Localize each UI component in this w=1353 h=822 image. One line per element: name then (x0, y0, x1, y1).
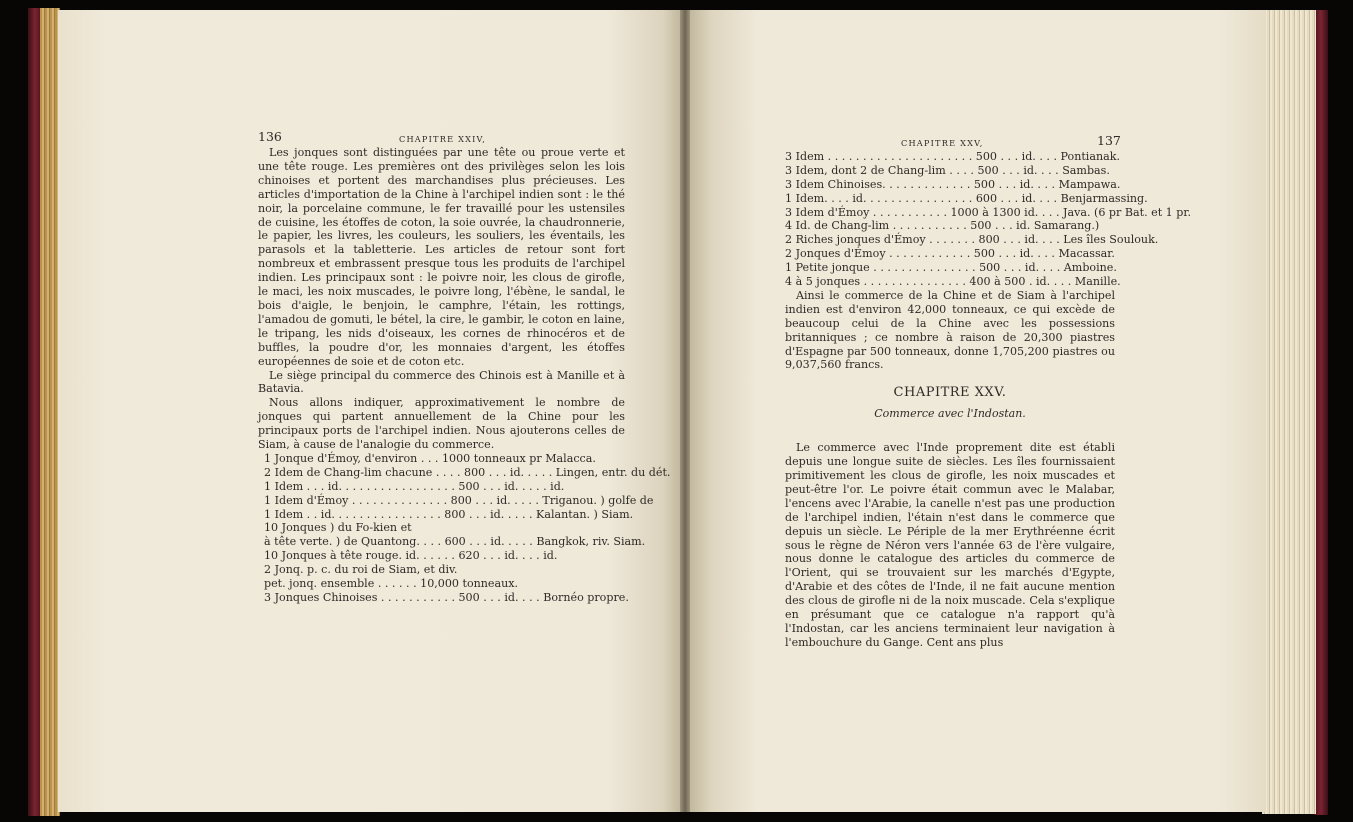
table-row: 2 Idem de Chang-lim chacune . . . . 800 . . . id. . . . . Lingen, entr. du dét. (264, 465, 671, 479)
page-edges-right (1262, 10, 1316, 814)
table-row: 4 Id. de Chang-lim . . . . . . . . . . . 500 . . . id. Samarang.) (785, 219, 1100, 233)
chapter-subtitle: Commerce avec l'Indostan. (874, 407, 1026, 421)
paragraph: Nous allons indiquer, approximativement le nombre de jonques qui partent annuellement de la Chine pour les principaux ports de l'archipel indien. Nous ajouterons celles de Siam, à cause de l'analogie du commerce. (258, 396, 625, 452)
right-page-text (785, 133, 1191, 650)
table-row: 2 Jonques d'Émoy . . . . . . . . . . . . 500 . . . id. . . . Macassar. (785, 247, 1115, 261)
paragraph: Ainsi le commerce de la Chine et de Siam à l'archipel indien est d'environ 42,000 tonneaux, ce qui excède de beaucoup celui de la Chine avec les possessions britanniques ; ce nombre à raison de 20,300 piastres d'Espagne par 500 tonneaux, donne 1,705,200 piastres ou 9,037,560 francs. (785, 288, 1115, 372)
running-head: CHAPITRE XXIV, (399, 134, 487, 144)
book-gutter (680, 10, 690, 812)
left-page-header (258, 129, 625, 146)
table-row: à tête verte. ) de Quantong. . . . 600 . . . id. . . . . Bangkok, riv. Siam. (264, 535, 646, 549)
page-number: 137 (1097, 133, 1121, 148)
book-cover-right (1314, 10, 1328, 815)
table-row: 3 Jonques Chinoises . . . . . . . . . . . 500 . . . id. . . . Bornéo propre. (264, 590, 629, 604)
table-row: 1 Idem . . id. . . . . . . . . . . . . . . . 800 . . . id. . . . . Kalantan. ) Siam. (264, 507, 634, 521)
table-row: 1 Idem d'Émoy . . . . . . . . . . . . . . 800 . . . id. . . . . Triganou. ) golfe de (264, 493, 654, 507)
table-row: 2 Riches jonques d'Émoy . . . . . . . 800 . . . id. . . . Les îles Soulouk. (785, 233, 1159, 247)
table-row: 2 Jonq. p. c. du roi de Siam, et div. (264, 563, 458, 577)
page-edges-left (40, 8, 60, 816)
table-row: 10 Jonques ) du Fo-kien et (264, 521, 412, 535)
junk-tonnage-table (258, 451, 671, 605)
table-row: 4 à 5 jonques . . . . . . . . . . . . . . . 400 à 500 . id. . . . Manille. (785, 275, 1121, 289)
table-row: 1 Petite jonque . . . . . . . . . . . . . . . 500 . . . id. . . . Amboine. (785, 261, 1117, 275)
running-head: CHAPITRE XXV, (901, 138, 984, 148)
paragraph: Le siège principal du commerce des Chinois est à Manille et à Batavia. (258, 368, 625, 396)
left-page-text (258, 129, 671, 605)
page-number: 136 (258, 129, 282, 144)
table-row: pet. jonq. ensemble . . . . . . 10,000 tonneaux. (264, 576, 519, 590)
table-row: 1 Idem . . . id. . . . . . . . . . . . . . . . . 500 . . . id. . . . . id. (264, 479, 565, 493)
right-page-header (785, 133, 1121, 150)
table-row: 1 Jonque d'Émoy, d'environ . . . 1000 tonneaux pr Malacca. (264, 451, 596, 465)
table-row: 10 Jonques à tête rouge. id. . . . . . 620 . . . id. . . . id. (264, 549, 558, 563)
table-row: 3 Idem d'Émoy . . . . . . . . . . . 1000 à 1300 id. . . . Java. (6 pr Bat. et 1 pr. (785, 205, 1191, 219)
chapter-title: CHAPITRE XXV. (893, 385, 1007, 401)
table-row: 3 Idem Chinoises. . . . . . . . . . . . . 500 . . . id. . . . Mampawa. (785, 177, 1121, 191)
table-row: 3 Idem . . . . . . . . . . . . . . . . . . . . . 500 . . . id. . . . Pontianak. (785, 150, 1120, 163)
paragraph: Le commerce avec l'Inde proprement dite est établi depuis une longue suite de siècles. Les îles fournissaient primitivement les clous de girofle, les noix muscades et peut-être l'or. Le poivre était commun avec le Malabar, l'encens avec l'Arabie, la canelle n'est pas une production de l'archipel indien, l'étain n'est dans le commerce que depuis un siècle. Le Périple de la mer Erythréenne écrit sous le règne de Néron vers l'année 63 de l'ère vulgaire, nous donne le catalogue des articles du commerce de l'Orient, qui se trouvaient sur les marchés d'Egypte, d'Arabie et des côtes de l'Inde, il ne fait aucune mention des clous de girofle ni de la noix muscade. Cela s'explique en présumant que ce catalogue n'a rapport qu'à l'Indostan, car les anciens terminaient leur navigation à l'embouchure du Gange. Cent ans plus (785, 441, 1115, 649)
paragraph: Les jonques sont distinguées par une tête ou proue verte et une tête rouge. Les premières ont des privilèges selon les lois chinoises et portent des marchandises plus précieuses. Les articles d'importation de la Chine à l'archipel indien sont : le thé noir, la porcelaine commune, le fer travaillé pour les ustensiles de cuisine, les étoffes de coton, la soie ouvrée, la chaudronnerie, le papier, les livres, les couleurs, les souliers, les éventails, les parasols et la tabletterie. Les articles de retour sont fort nombreux et embrassent presque tous les produits de l'archipel indien. Les principaux sont : le poivre noir, les clous de girofle, le maci, les noix muscades, le poivre long, l'ébène, le sandal, le bois d'aigle, le benjoin, le camphre, l'étain, les rottings, l'amadou de gomuti, le bétel, la cire, le gambir, le coton en laine, le tripang, les nids d'oiseaux, les cornes de rhinocéros et de buffles, la poudre d'or, les monnaies d'argent, les étoffes européennes de soie et de coton etc. (258, 146, 625, 368)
junk-tonnage-table (785, 150, 1191, 289)
table-row: 3 Idem, dont 2 de Chang-lim . . . . 500 . . . id. . . . Sambas. (785, 163, 1110, 177)
table-row: 1 Idem. . . . id. . . . . . . . . . . . . . . . 600 . . . id. . . . Benjarmassing. (785, 191, 1148, 205)
